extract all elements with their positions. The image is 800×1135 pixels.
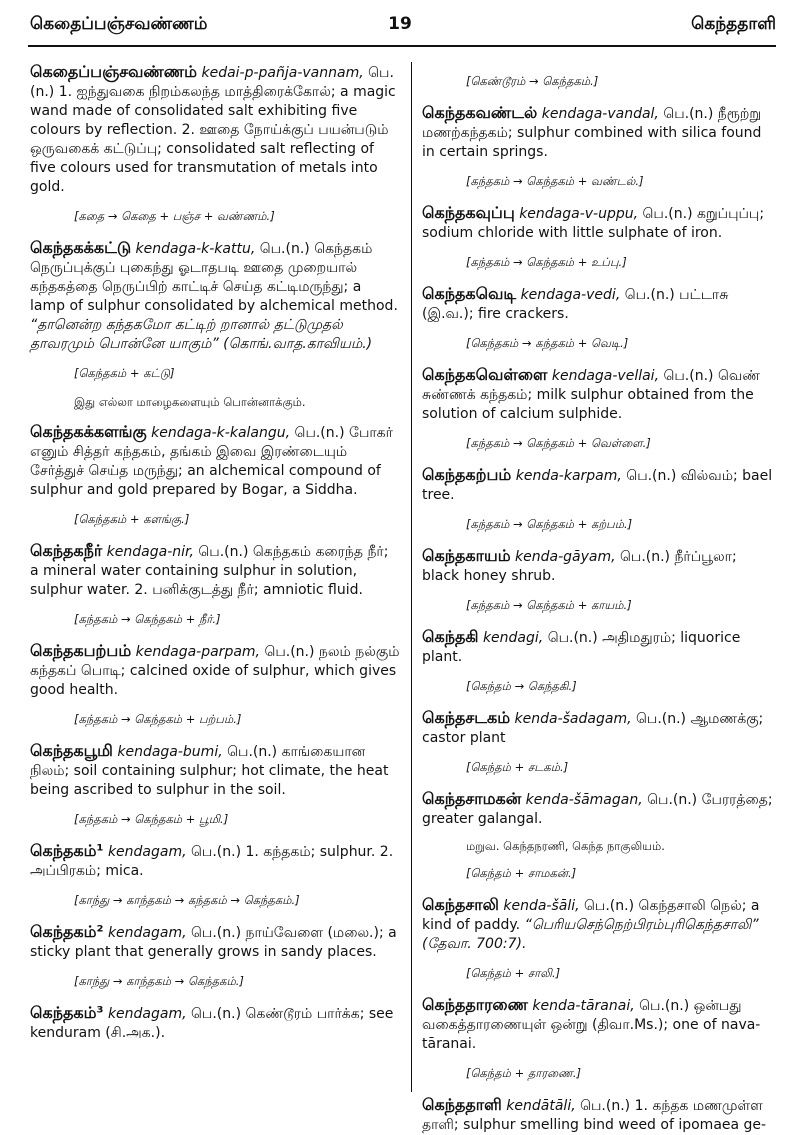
- etymology: [கெந்தகம் → கந்தகம் + வெடி.]: [466, 336, 629, 350]
- headword: கெந்தசடகம்: [422, 708, 511, 727]
- etymology: [கந்தகம் → கெந்தகம் + காயம்.]: [466, 598, 632, 612]
- definition: பெ.(n.) கெந்தகம் கரைந்த நீர்; a mineral water containing sulphur in solution, sulphur water. 2. பனிக்குடத்து நீர்; amniotic fluid.: [30, 544, 389, 598]
- definition: பெ.(n.) கெண்டூரம் பார்க்க; see kenduram (சி.அக.).: [30, 1006, 394, 1041]
- dictionary-entry: [422, 627, 776, 667]
- definition: பெ.(n.) நீர்ப்பூலா; black honey shrub.: [422, 549, 737, 584]
- quotation: “தானென்ற கந்தகமோ கட்டிற் றானால் தட்டுமுதல் தாவரமும் பொன்னே யாகும்” (கொங்.வாத.காவியம்.): [30, 317, 373, 352]
- header-right-guideword: கெந்ததாளி: [691, 14, 776, 34]
- definition: பெ.(n.) 1. ஐந்துவகை நிறம்கலந்த மாத்திரைக்கோல்; a magic wand made of consolidated salt exhibiting five colours by reflection. 2. ஊதை நோய்க்குப் பயன்படும் ஒருவகைக் கட்டுப்பு; consolidated salt reflecting of five colours used for transmutation of metals into gold.: [30, 65, 396, 195]
- transliteration: kenda-šadagam,: [514, 711, 632, 727]
- transliteration: kenda-gāyam,: [515, 549, 616, 565]
- dictionary-entry: [422, 995, 776, 1054]
- etymology: [கெந்தம் + சடகம்.]: [466, 760, 569, 774]
- headword: கெந்தகபூமி: [30, 741, 113, 760]
- dictionary-entry: [30, 62, 400, 197]
- definition: பெ.(n.) 1. கந்தகம்; sulphur. 2. அப்பிரகம்; mica.: [30, 844, 394, 879]
- dictionary-entry: [422, 284, 776, 324]
- transliteration: kendaga-v-uppu,: [519, 206, 639, 222]
- etymology: [கெண்டூரம் → கெந்தகம்.]: [466, 74, 599, 88]
- etymology: [கந்தகம் → கெந்தகம் + கற்பம்.]: [466, 517, 633, 531]
- headword: கெந்தகநீர்: [30, 541, 103, 560]
- column-divider: [411, 62, 412, 1092]
- note: மறுவ. கெந்தநரணி, கெந்த நாகுலியம்.: [466, 839, 665, 853]
- headword: கெந்தகம்²: [30, 922, 104, 941]
- etymology: [கெந்தகம் + களங்கு.]: [74, 512, 190, 526]
- note: இது எல்லா மாழைகளையும் பொன்னாக்கும்.: [74, 395, 306, 409]
- definition: பெ.(n.) அதிமதுரம்; liquorice plant.: [422, 630, 741, 665]
- headword: கெந்தகவெள்ளை: [422, 365, 548, 384]
- headword: கெந்தகவண்டல்: [422, 103, 538, 122]
- etymology: [காந்து → காந்தகம் → கந்தகம் → கெந்தகம்.]: [74, 893, 300, 907]
- transliteration: kendaga-vedi,: [520, 287, 621, 303]
- headword: கெந்தகக்கட்டு: [30, 238, 132, 257]
- transliteration: kenda-tāranai,: [532, 998, 635, 1014]
- dictionary-entry: [30, 541, 400, 600]
- definition: பெ.(n.) வில்வம்; bael tree.: [422, 468, 773, 503]
- transliteration: kenda-karpam,: [515, 468, 622, 484]
- definition: பெ.(n.) பட்டாசு (இ.வ.); fire crackers.: [422, 287, 729, 322]
- transliteration: kenda-šāli,: [503, 898, 580, 914]
- transliteration: kedai-p-pañja-vannam,: [201, 65, 364, 81]
- dictionary-entry: [30, 422, 400, 500]
- definition: பெ.(n.) 1. கந்தக மணமுள்ள தாளி; sulphur smelling bind weed of ipomaea ge-: [422, 1098, 767, 1133]
- dictionary-entry: [30, 1003, 400, 1043]
- dictionary-entry: [422, 465, 776, 505]
- dictionary-entry: [422, 895, 776, 954]
- headword: கெந்தசாமகன்: [422, 789, 522, 808]
- headword: கெந்தசாலி: [422, 895, 499, 914]
- transliteration: kendagi,: [482, 630, 544, 646]
- transliteration: kendaga-vellai,: [551, 368, 660, 384]
- quotation: “பெரியசெந்நெற்பிரம்புரிகெந்தசாலி” (தேவா. 700:7).: [422, 917, 759, 952]
- header-rule: [28, 45, 776, 47]
- header-left-guideword: கெதைப்பஞ்சவண்ணம்: [30, 14, 208, 34]
- transliteration: kendaga-nir,: [106, 544, 194, 560]
- dictionary-entry: [422, 789, 776, 829]
- headword: கெந்தகவுப்பு: [422, 203, 515, 222]
- headword: கெதைப்பஞ்சவண்ணம்: [30, 62, 198, 81]
- headword: கெந்ததாரணை: [422, 995, 528, 1014]
- dictionary-entry: [422, 708, 776, 748]
- etymology: [காந்து → காந்தகம் → கெந்தகம்.]: [74, 974, 244, 988]
- transliteration: kendagam,: [107, 844, 187, 860]
- headword: கெந்தகாயம்: [422, 546, 511, 565]
- etymology: [கந்தகம் → கெந்தகம் + நீர்.]: [74, 612, 221, 626]
- dictionary-entry: [422, 546, 776, 586]
- headword: கெந்தகவெடி: [422, 284, 517, 303]
- definition: பெ.(n.) ஆமணக்கு; castor plant: [422, 711, 764, 746]
- dictionary-entry: [30, 841, 400, 881]
- right-column: [422, 62, 776, 1133]
- dictionary-entry: [422, 103, 776, 162]
- etymology: [கெந்தகம் + கட்டு]: [74, 366, 175, 380]
- definition: பெ.(n.) வெண் சுண்ணக் கந்தகம்; milk sulphur obtained from the solution of calcium sulphide.: [422, 368, 761, 422]
- etymology: [கெந்தம் + தாரணை.]: [466, 1066, 581, 1080]
- headword: கெந்தகம்³: [30, 1003, 104, 1022]
- definition: பெ.(n.) நலம் நல்கும் கந்தகப் பொடி; calcined oxide of sulphur, which gives good health.: [30, 644, 400, 698]
- headword: கெந்தகற்பம்: [422, 465, 512, 484]
- definition: பெ.(n.) காங்கையான நிலம்; soil containing sulphur; hot climate, the heat being ascribed to sulphur in the soil.: [30, 744, 389, 798]
- transliteration: kenda-šāmagan,: [525, 792, 643, 808]
- etymology: [கெந்தம் → கெந்தகி.]: [466, 679, 577, 693]
- transliteration: kendaga-k-kattu,: [135, 241, 256, 257]
- dictionary-entry: [422, 365, 776, 424]
- transliteration: kendaga-bumi,: [117, 744, 223, 760]
- dictionary-entry: [30, 641, 400, 700]
- headword: கெந்தகக்களங்கு: [30, 422, 147, 441]
- left-column: [30, 62, 400, 1100]
- etymology: [கந்தகம் → கெந்தகம் + உப்பு.]: [466, 255, 627, 269]
- dictionary-entry: [422, 1095, 776, 1135]
- etymology: [கந்தகம் → கெந்தகம் + பூமி.]: [74, 812, 229, 826]
- definition: பெ.(n.) கெந்தகம் நெருப்புக்குப் புகைந்து ஓடாதபடி ஊதை முறையால் கந்தகத்தை நெருப்பிற் காட்டிச் செய்த கட்டிமருந்து; a lamp of sulphur consolidated by alchemical method.: [30, 241, 398, 314]
- etymology: [கதை → கெதை + பஞ்ச + வண்ணம்.]: [74, 209, 275, 223]
- definition: பெ.(n.) ஒன்பது வகைத்தாரணையுள் ஒன்று (திவா.Ms.); one of nava-tāranai.: [422, 998, 761, 1052]
- transliteration: kendagam,: [107, 1006, 187, 1022]
- dictionary-entry: [30, 741, 400, 800]
- transliteration: kendagam,: [107, 925, 187, 941]
- transliteration: kendaga-parpam,: [135, 644, 260, 660]
- transliteration: kendaga-vandal,: [541, 106, 659, 122]
- definition: பெ.(n.) கறுப்புப்பு; sodium chloride with little sulphate of iron.: [422, 206, 765, 241]
- etymology: [கெந்தம் + சாமகன்.]: [466, 866, 577, 880]
- definition: பெ.(n.) கெந்தசாலி நெல்; a kind of paddy.: [422, 898, 760, 933]
- page-header: [0, 0, 800, 46]
- dictionary-entry: [30, 922, 400, 962]
- dictionary-entry: [30, 238, 400, 354]
- definition: பெ.(n.) நாய்வேளை (மலை.); a sticky plant that generally grows in sandy places.: [30, 925, 397, 960]
- headword: கெந்தகம்¹: [30, 841, 104, 860]
- etymology: [கந்தகம் → கெந்தகம் + வெள்ளை.]: [466, 436, 651, 450]
- etymology: [கந்தகம் → கெந்தகம் + வண்டல்.]: [466, 174, 644, 188]
- definition: பெ.(n.) போகர் எனும் சித்தர் கந்தகம், தங்கம் இவை இரண்டையும் சேர்த்துச் செய்த மருந்து; an alchemical compound of sulphur and gold prepared by Bogar, a Siddha.: [30, 425, 393, 498]
- headword: கெந்ததாளி: [422, 1095, 502, 1114]
- headword: கெந்தகி: [422, 627, 479, 646]
- definition: பெ.(n.) நீரூற்று மணற்கந்தகம்; sulphur combined with silica found in certain springs.: [422, 106, 762, 160]
- definition: பெ.(n.) பேரரத்தை; greater galangal.: [422, 792, 773, 827]
- dictionary-entry: [422, 203, 776, 243]
- etymology: [கெந்தம் + சாலி.]: [466, 966, 561, 980]
- transliteration: kendātāli,: [506, 1098, 576, 1114]
- headword: கெந்தகபற்பம்: [30, 641, 132, 660]
- page-number: 19: [388, 14, 412, 34]
- transliteration: kendaga-k-kalangu,: [151, 425, 291, 441]
- etymology: [கந்தகம் → கெந்தகம் + பற்பம்.]: [74, 712, 242, 726]
